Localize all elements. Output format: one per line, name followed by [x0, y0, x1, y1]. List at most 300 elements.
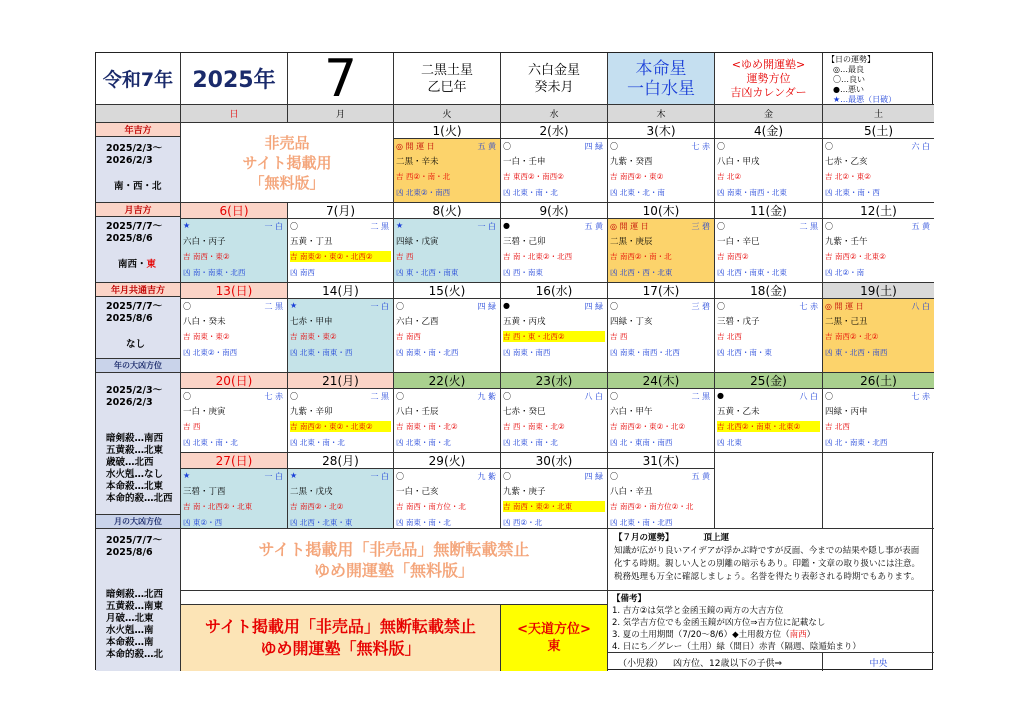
nen-daikyo-label-cell [96, 359, 181, 373]
nen-k2: 五黄殺…北東 [106, 445, 164, 456]
day-cell[interactable] [394, 219, 501, 283]
day-cell[interactable] [608, 469, 715, 529]
day-star: 五 黄 [477, 142, 496, 151]
legend-good: 〇…良い [833, 75, 865, 84]
day-star: 四 緑 [584, 472, 603, 481]
fortune-mark: ◎ 開 運 日 [825, 302, 864, 311]
kyo-directions: 凶 南東・南西・北西 [610, 348, 680, 357]
kyo-directions: 凶 北西・西・北東 [610, 268, 673, 277]
tsuki-k2: 五黄殺…南東 [106, 601, 164, 612]
stamp-week1 [181, 123, 394, 203]
kyo-directions: 凶 北東・南東・西 [290, 348, 353, 357]
fortune-mark: 〇 [825, 222, 833, 231]
tsuki-daikyo-body [96, 529, 181, 671]
day-main: 六白・甲午 [610, 407, 653, 417]
day-cell[interactable] [823, 299, 934, 373]
nen-daikyo-label: 年の大凶方位 [114, 361, 162, 370]
kyotsu-range-end: 2025/8/6 [106, 313, 153, 324]
day-cell[interactable] [181, 469, 288, 529]
kyo-directions: 凶 南東・南・北 [396, 518, 451, 527]
day-star: 六 白 [911, 142, 930, 151]
fortune-mark: 〇 [717, 222, 725, 231]
era-text: 令和7年 [102, 69, 174, 91]
yume-title: <ゆめ開運塾> [731, 57, 806, 71]
date-header: 24(木) [608, 373, 715, 389]
date-header: 31(木) [608, 453, 715, 469]
fortune-mark: ◎ 開 運 日 [396, 142, 435, 151]
day-cell[interactable] [823, 389, 934, 453]
nen-k4: 水火剋…なし [106, 469, 164, 480]
day-main: 七赤・甲申 [290, 317, 333, 327]
tsuki-range-start: 2025/7/7～ [106, 535, 163, 546]
fortune-mark: 〇 [183, 392, 191, 401]
day-cell[interactable] [715, 219, 823, 283]
nen-k1: 暗剣殺…南西 [106, 433, 164, 444]
empty-sat [823, 453, 934, 529]
kyo-directions: 凶 西②・北 [503, 518, 543, 527]
kichi-directions: 吉 南西②・東②・北東② [290, 421, 391, 432]
nen-k3: 歳破…北西 [106, 457, 154, 468]
nenkippo-label-cell [96, 123, 181, 137]
tsuki-k6: 本命的殺…北 [106, 649, 164, 660]
day-cell[interactable] [501, 219, 608, 283]
kyo-directions: 凶 北東②・南西 [183, 348, 238, 357]
day-cell[interactable] [288, 469, 394, 529]
day-star: 二 黒 [691, 392, 710, 401]
kyo-directions: 凶 北東・南・西 [825, 188, 880, 197]
day-star: 九 紫 [477, 392, 496, 401]
stamp1-line1: 非売品 [264, 133, 310, 152]
kyo-directions: 凶 南東・南・北西 [396, 348, 459, 357]
year-kanshi: 乙巳年 [427, 79, 467, 95]
day-star: 二 黒 [370, 392, 389, 401]
date-header: 3(木) [608, 123, 715, 139]
day-cell[interactable] [501, 139, 608, 203]
yume-sub1: 運勢方位 [746, 71, 791, 85]
kyo-directions: 凶 北・南東・北西 [825, 438, 888, 447]
day-main: 八白・辛丑 [610, 487, 653, 497]
nen-range-end: 2026/2/3 [106, 155, 153, 166]
child-dir-cell [823, 653, 934, 671]
day-star: 八 白 [799, 392, 818, 401]
month-star-cell [501, 53, 608, 105]
day-main: 二黒・戊戌 [290, 487, 333, 497]
day-main: 六白・乙酉 [396, 317, 439, 327]
child-dir: 中央 [869, 658, 888, 669]
gekkippo-body [96, 217, 181, 283]
day-star: 一 白 [370, 302, 389, 311]
day-main: 八白・壬辰 [396, 407, 439, 417]
date-header: 2(水) [501, 123, 608, 139]
note-3c: ） [806, 630, 816, 640]
month-cell [288, 53, 394, 105]
fortune-mark: 〇 [610, 302, 618, 311]
fortune-mark: ★ [290, 471, 298, 480]
legend-bad: ●…悪い [833, 85, 864, 94]
day-star: 二 黒 [264, 302, 283, 311]
date-header: 29(火) [394, 453, 501, 469]
day-star: 七 赤 [799, 302, 818, 311]
nen-daikyo-body [96, 373, 181, 515]
kyo-directions: 凶 北東・南・北 [183, 438, 238, 447]
legend-cell [823, 53, 934, 105]
kichi-directions: 吉 北西②・南東・北東② [717, 421, 820, 432]
kyotsu-range-start: 2025/7/7～ [106, 301, 163, 312]
kichi-directions: 吉 南西②・北東② [825, 252, 886, 261]
fortune-mark: 〇 [396, 302, 404, 311]
tendo-label: <天道方位> [517, 622, 591, 637]
kichi-directions: 吉 南西 [396, 332, 421, 341]
date-header: 23(水) [501, 373, 608, 389]
kichi-directions: 吉 南東・東② [183, 332, 230, 341]
kichi-directions: 吉 西 [396, 252, 414, 261]
fortune-title: 【７月の運勢】 [614, 533, 674, 543]
stamp2-line2: ゆめ開運塾「無料版」 [313, 560, 474, 580]
fortune-line1: 知識が広がり良いアイデアが浮かぶ時ですが反面、今までの結果や隠し事が表面 [614, 546, 920, 556]
kyotsu-label-cell [96, 283, 181, 297]
kyo-directions: 凶 北西・北東・東 [290, 518, 353, 527]
day-main: 九紫・庚子 [503, 487, 546, 497]
note-3b: 南西 [789, 630, 807, 640]
tsuki-k4: 水火剋…南 [106, 625, 154, 636]
kyo-directions: 凶 北東 [717, 438, 742, 447]
kyo-directions: 凶 西・南東 [503, 268, 543, 277]
fortune-mark: 〇 [825, 392, 833, 401]
date-header: 6(日) [181, 203, 288, 219]
day-star: 七 赤 [911, 392, 930, 401]
day-main: 九紫・壬午 [825, 237, 868, 247]
day-main: 五黄・丁丑 [290, 237, 333, 247]
stamp1-line2: サイト掲載用 [242, 153, 332, 172]
day-cell[interactable] [608, 219, 715, 283]
day-cell[interactable] [715, 389, 823, 453]
day-cell[interactable] [823, 219, 934, 283]
day-cell[interactable] [501, 299, 608, 373]
day-cell[interactable] [715, 139, 823, 203]
date-header: 7(月) [288, 203, 394, 219]
tendo-box [501, 605, 608, 671]
tsuki-range-end: 2025/8/6 [106, 547, 153, 558]
getsu-range-end: 2025/8/6 [106, 233, 153, 244]
getsu-range-start: 2025/7/7～ [106, 221, 163, 232]
date-header: 11(金) [715, 203, 823, 219]
stamp2-line1: サイト掲載用「非売品」無断転載禁止 [258, 539, 530, 559]
day-star: 二 黒 [370, 222, 389, 231]
date-header: 20(日) [181, 373, 288, 389]
kichi-directions: 吉 南西・南方位・北 [396, 502, 466, 511]
day-cell[interactable] [181, 219, 288, 283]
kichi-directions: 吉 南西・東②・北東 [503, 501, 605, 512]
fortune-mark: 〇 [503, 392, 511, 401]
weekday-2: 火 [394, 105, 501, 123]
stamp3-line1: サイト掲載用「非売品」無断転載禁止 [205, 617, 476, 636]
date-header: 9(水) [501, 203, 608, 219]
day-star: 九 紫 [477, 472, 496, 481]
kichi-directions: 吉 北西 [825, 422, 850, 431]
notes-title: 【備考】 [612, 594, 647, 604]
day-main: 一白・己亥 [396, 487, 439, 497]
tendo-dir: 東 [547, 639, 561, 654]
fortune-mark: 〇 [503, 472, 511, 481]
day-main: 六白・丙子 [183, 237, 226, 247]
fortune-box [608, 529, 934, 591]
fortune-mark: ● [717, 391, 724, 400]
day-star: 一 白 [477, 222, 496, 231]
day-star: 五 黄 [691, 472, 710, 481]
year-star-cell [394, 53, 501, 105]
honmei-star: 一白水星 [627, 78, 695, 99]
kyo-directions: 凶 東・北西・南西 [825, 348, 888, 357]
weekday-blank [96, 105, 181, 123]
nen-daikyo-start: 2025/2/3～ [106, 385, 163, 396]
fortune-mark: ● [503, 301, 510, 310]
day-cell[interactable] [715, 299, 823, 373]
date-header: 27(日) [181, 453, 288, 469]
nen-daikyo-end: 2026/2/3 [106, 397, 153, 408]
date-header: 30(水) [501, 453, 608, 469]
day-star: 一 白 [264, 472, 283, 481]
kichi-directions: 吉 西②・南・北 [396, 172, 451, 181]
gekkippo-label: 月吉方 [124, 206, 152, 216]
fortune-mark: 〇 [290, 222, 298, 231]
day-star: 五 黄 [911, 222, 930, 231]
fortune-mark: 〇 [396, 472, 404, 481]
month-star: 六白金星 [527, 62, 580, 78]
kyo-directions: 凶 東②・西 [183, 518, 223, 527]
date-header: 12(土) [823, 203, 934, 219]
day-cell[interactable] [394, 469, 501, 529]
legend-best: ◎…最良 [833, 65, 864, 74]
fortune-mark: ★ [396, 221, 404, 230]
kichi-directions: 吉 南・北西②・北東 [183, 502, 253, 511]
day-cell[interactable] [394, 139, 501, 203]
day-main: 五黄・丙戌 [503, 317, 546, 327]
kichi-directions: 吉 南西② [717, 252, 749, 261]
weekday-6: 土 [823, 105, 934, 123]
date-header: 13(日) [181, 283, 288, 299]
kichi-directions: 吉 西・東・北西② [503, 331, 605, 342]
kichi-directions: 吉 南西・東② [183, 252, 230, 261]
kichi-directions: 吉 北②・東② [825, 172, 871, 181]
weekday-5: 金 [715, 105, 823, 123]
nen-range-start: 2025/2/3～ [106, 143, 163, 154]
fortune-line3: 税務処理も万全に確認しましょう。名誉を得たり表彰される時期でもあります。 [614, 572, 920, 582]
day-cell[interactable] [288, 219, 394, 283]
day-star: 七 赤 [264, 392, 283, 401]
kichi-directions: 吉 南西②・北② [825, 332, 879, 341]
day-cell[interactable] [288, 299, 394, 373]
day-main: 三碧・己卯 [503, 237, 546, 247]
note-1: 1. 吉方②は気学と金函玉鏡の両方の大吉方位 [612, 606, 784, 616]
day-cell[interactable] [608, 389, 715, 453]
day-main: 二黒・庚辰 [610, 237, 653, 247]
fortune-mark: 〇 [610, 142, 618, 151]
gekkippo-label-cell [96, 203, 181, 217]
day-main: 九紫・辛卯 [290, 407, 333, 417]
kyo-directions: 凶 北東・南・北 [396, 438, 451, 447]
day-main: 二黒・己丑 [825, 317, 868, 327]
fortune-mark: 〇 [610, 472, 618, 481]
kyo-directions: 凶 北②・南 [825, 268, 865, 277]
date-header: 16(水) [501, 283, 608, 299]
kyotsu-label: 年月共通吉方 [110, 286, 165, 296]
fortune-mark: ★ [290, 301, 298, 310]
kichi-directions: 吉 西 [610, 332, 628, 341]
day-star: 八 白 [584, 392, 603, 401]
day-cell[interactable] [608, 299, 715, 373]
day-main: 三碧・丁酉 [183, 487, 226, 497]
day-cell[interactable] [288, 389, 394, 453]
date-header: 15(火) [394, 283, 501, 299]
day-main: 九紫・癸酉 [610, 157, 653, 167]
year-star: 二黒土星 [420, 62, 473, 78]
blank-strip [181, 591, 608, 605]
fortune-line2: 化する時期。親しい人との別離の暗示もあり。印鑑・文章の取り扱いには注意。 [614, 559, 921, 569]
kichi-directions: 吉 西 [183, 422, 201, 431]
kyo-directions: 凶 北東・南・北 [290, 438, 345, 447]
nen-k5: 本命殺…北東 [106, 481, 164, 492]
kyo-directions: 凶 北・東南・南西 [610, 438, 673, 447]
yume-sub2: 吉凶カレンダー [730, 85, 807, 99]
kyo-directions: 凶 北東・北・南 [610, 188, 665, 197]
date-header: 26(土) [823, 373, 934, 389]
fortune-mark: 〇 [503, 142, 511, 151]
fortune-mark: ★ [183, 221, 191, 230]
day-cell[interactable] [823, 139, 934, 203]
date-header: 8(火) [394, 203, 501, 219]
fortune-mark: 〇 [183, 302, 191, 311]
note-3a: 3. 夏の土用期間（7/20～8/6）◆土用殺方位（ [612, 630, 790, 640]
day-star: 八 白 [911, 302, 930, 311]
era-cell [96, 53, 181, 105]
kichi-directions: 吉 北② [717, 172, 742, 181]
fortune-mark: 〇 [717, 302, 725, 311]
date-header: 17(木) [608, 283, 715, 299]
day-cell[interactable] [501, 389, 608, 453]
notes-box [608, 591, 934, 653]
day-star: 四 緑 [584, 142, 603, 151]
nen-k6: 本命的殺…北西 [106, 493, 173, 504]
kichi-directions: 吉 南西②・東②・北② [610, 422, 686, 431]
date-header: 5(土) [823, 123, 934, 139]
tsuki-k3: 月破…北東 [106, 613, 154, 624]
month-kanshi: 癸未月 [534, 79, 574, 95]
tsuki-k1: 暗剣殺…北西 [106, 589, 164, 600]
day-main: 八白・癸未 [183, 317, 226, 327]
child-label: （小児殺） [618, 658, 664, 669]
stamp3-line2: ゆめ開運塾「無料版」 [260, 639, 421, 658]
day-cell[interactable] [181, 299, 288, 373]
day-cell[interactable] [394, 299, 501, 373]
day-main: 四緑・戊寅 [396, 237, 439, 247]
day-star: 五 黄 [584, 222, 603, 231]
stamp-middle [181, 529, 608, 591]
day-star: 四 緑 [584, 302, 603, 311]
kichi-directions: 吉 南西②・北② [290, 502, 344, 511]
date-header: 28(月) [288, 453, 394, 469]
getsu-dirs-b: 東 [146, 259, 157, 270]
kyo-directions: 凶 北東・南・北西 [610, 518, 673, 527]
kyo-directions: 凶 北東・南・北 [503, 188, 558, 197]
day-main: 四緑・丁亥 [610, 317, 653, 327]
fortune-mark: 〇 [290, 392, 298, 401]
kichi-directions: 吉 南西②・南・北 [610, 252, 672, 261]
fortune-keyword: 頂上運 [703, 533, 730, 543]
kichi-directions: 吉 西・南東・北② [503, 422, 565, 431]
day-star: 四 緑 [477, 302, 496, 311]
kyo-directions: 凶 南・南東・北西 [183, 268, 246, 277]
date-header: 19(土) [823, 283, 934, 299]
fortune-mark: ● [503, 221, 510, 230]
kyotsu-dirs: なし [126, 339, 146, 350]
weekday-4: 木 [608, 105, 715, 123]
honmei-label: 本命星 [635, 58, 687, 79]
kichi-directions: 吉 南西②・南方位②・北 [610, 502, 694, 511]
nenkippo-label: 年吉方 [124, 126, 152, 136]
day-main: 五黄・乙未 [717, 407, 760, 417]
day-star: 三 碧 [691, 302, 710, 311]
date-header: 25(金) [715, 373, 823, 389]
weekday-0: 日 [181, 105, 288, 123]
tsuki-k5: 本命殺…南 [106, 637, 154, 648]
day-cell[interactable] [181, 389, 288, 453]
empty-fri [715, 453, 823, 529]
kichi-directions: 吉 南西②・東② [610, 172, 664, 181]
fortune-mark: 〇 [610, 392, 618, 401]
day-main: 三碧・戊子 [717, 317, 760, 327]
fortune-mark: 〇 [717, 142, 725, 151]
date-header: 10(木) [608, 203, 715, 219]
date-header: 18(金) [715, 283, 823, 299]
kichi-directions: 吉 南・北東②・北西 [503, 252, 573, 261]
day-main: 七赤・乙亥 [825, 157, 868, 167]
nenkippo-body [96, 137, 181, 203]
date-header: 14(月) [288, 283, 394, 299]
kichi-directions: 吉 南東・東② [290, 332, 337, 341]
day-star: 一 白 [370, 472, 389, 481]
day-star: 二 黒 [799, 222, 818, 231]
day-star: 一 白 [264, 222, 283, 231]
weekday-3: 水 [501, 105, 608, 123]
day-star: 七 赤 [691, 142, 710, 151]
kichi-directions: 吉 北西 [717, 332, 742, 341]
fortune-mark: ◎ 開 運 日 [610, 222, 649, 231]
day-main: 一白・庚寅 [183, 407, 226, 417]
date-header: 22(火) [394, 373, 501, 389]
stamp-bottom [181, 605, 501, 671]
date-header: 4(金) [715, 123, 823, 139]
stamp1-line3: 「無料版」 [249, 173, 325, 192]
day-main: 七赤・癸巳 [503, 407, 546, 417]
calendar-sheet [95, 52, 933, 670]
day-main: 一白・壬申 [503, 157, 546, 167]
day-cell[interactable] [394, 389, 501, 453]
month-number: 7 [323, 53, 358, 105]
year-cell [181, 53, 288, 105]
note-2: 2. 気学吉方位でも金函玉鏡が凶方位⇒吉方位に記載なし [612, 618, 826, 628]
kyo-directions: 凶 南西 [290, 268, 315, 277]
kyo-directions: 凶 北西・南・東 [717, 348, 772, 357]
day-cell[interactable] [501, 469, 608, 529]
day-cell[interactable] [608, 139, 715, 203]
fortune-mark: ★ [183, 471, 191, 480]
kichi-directions: 吉 南東・南・北② [396, 422, 458, 431]
tsuki-daikyo-label: 月の大凶方位 [114, 517, 162, 526]
date-header: 1(火) [394, 123, 501, 139]
child-desc: 凶方位、12歳以下の子供⇒ [673, 658, 783, 669]
date-header: 21(月) [288, 373, 394, 389]
year-text: 2025年 [192, 68, 276, 93]
